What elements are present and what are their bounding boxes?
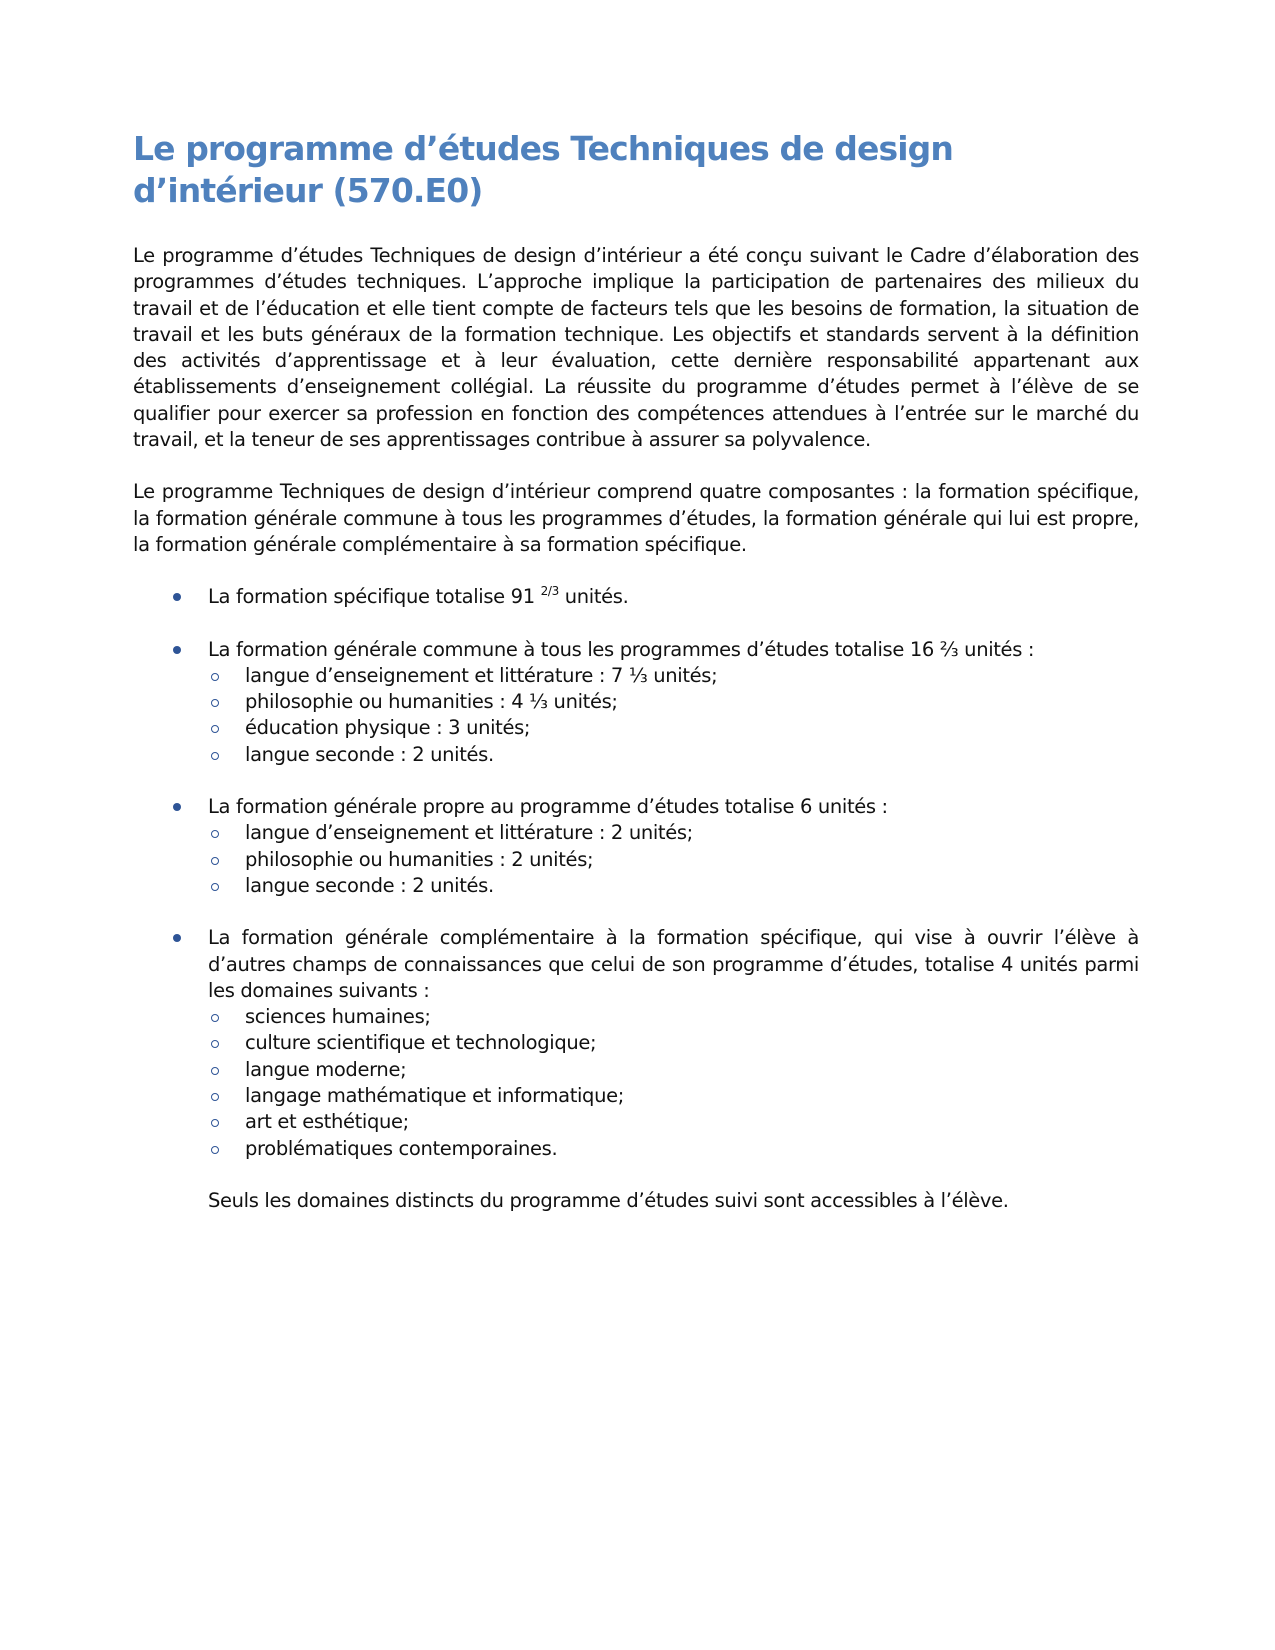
bullet-icon (173, 934, 181, 942)
sublist-item-text: problématiques contemporaines. (245, 1136, 558, 1160)
sublist-item (208, 742, 1139, 768)
hollow-bullet-icon (211, 1146, 219, 1154)
hollow-bullet-icon (211, 699, 219, 707)
sublist-item (208, 873, 1139, 899)
components-paragraph: Le programme Techniques de design d’intérieur comprend quatre composantes : la formation spécifique, la formation générale commune à tous les programmes d’études, la formation générale qui lui est propre, la formation générale complémentaire à sa formation spécifique. (133, 480, 1139, 556)
sublist-item (208, 847, 1139, 873)
sublist-item-text: langage mathématique et informatique; (245, 1084, 624, 1108)
hollow-bullet-icon (211, 1014, 219, 1022)
sublist-item (208, 663, 1139, 689)
sublist-item-text: philosophie ou humanities : 2 unités; (245, 847, 594, 871)
list-item-complementary-training (133, 925, 1139, 1214)
hollow-bullet-icon (211, 725, 219, 733)
sublist-item (208, 1057, 1139, 1083)
sublist-item-text: langue seconde : 2 unités. (245, 873, 494, 897)
sublist-item-text: langue d’enseignement et littérature : 7 ⅓ unités; (245, 663, 718, 687)
sublist-item (208, 1136, 1139, 1162)
list-item-text: unités. (558, 585, 629, 609)
list-item-text: La formation générale propre au programme d’études totalise 6 unités : (208, 795, 888, 819)
sublist-item (208, 715, 1139, 741)
hollow-bullet-icon (211, 830, 219, 838)
fraction-superscript: 2/3 (540, 584, 559, 599)
sublist-item-text: langue d’enseignement et littérature : 2 unités; (245, 821, 693, 845)
sublist-item (208, 1083, 1139, 1109)
sublist-item-text: langue moderne; (245, 1057, 407, 1081)
sublist-item-text: philosophie ou humanities : 4 ⅓ unités; (245, 690, 618, 714)
sublist (208, 663, 1139, 768)
sublist-item-text: sciences humaines; (245, 1005, 431, 1029)
list-item-text: La formation générale commune à tous les programmes d’études totalise 16 ⅔ unités : (208, 637, 1035, 661)
bullet-icon (173, 646, 181, 654)
document-page (133, 128, 1139, 1240)
sublist-item (208, 820, 1139, 846)
sublist-item-text: art et esthétique; (245, 1110, 409, 1134)
hollow-bullet-icon (211, 1040, 219, 1048)
domains-note: Seuls les domaines distincts du programme d’études suivi sont accessibles à l’élève. (208, 1188, 1009, 1212)
sublist-item-text: culture scientifique et technologique; (245, 1031, 597, 1055)
list-item-program-general-training (133, 794, 1139, 899)
hollow-bullet-icon (211, 752, 219, 760)
sublist-item-text: éducation physique : 3 unités; (245, 716, 531, 740)
bullet-icon (173, 803, 181, 811)
page-title: Le programme d’études Techniques de design d’intérieur (570.E0) (133, 129, 953, 210)
list-item-common-general-training (133, 637, 1139, 768)
hollow-bullet-icon (211, 883, 219, 891)
sublist-item (208, 1109, 1139, 1135)
hollow-bullet-icon (211, 673, 219, 681)
hollow-bullet-icon (211, 1093, 219, 1101)
list-item-text: La formation générale complémentaire à la formation spécifique, qui vise à ouvrir l’élève à d’autres champs de connaissances que celui de son programme d’études, totalise 4 unités parmi les domaines suivants : (208, 926, 1139, 1002)
hollow-bullet-icon (211, 1119, 219, 1127)
sublist-item-text: langue seconde : 2 unités. (245, 742, 494, 766)
sublist-item (208, 689, 1139, 715)
sublist (208, 820, 1139, 899)
sublist-item (208, 1004, 1139, 1030)
intro-paragraph: Le programme d’études Techniques de design d’intérieur a été conçu suivant le Cadre d’élaboration des programmes d’études techniques. L’approche implique la participation de partenaires des milieux du travail et de l’éducation et elle tient compte de facteurs tels que les besoins de formation, la situation de travail et les buts généraux de la formation technique. Les objectifs et standards servent à la définition des activités d’apprentissage et à leur évaluation, cette dernière responsabilité appartenant aux établissements d’enseignement collégial. La réussite du programme d’études permet à l’élève de se qualifier pour exercer sa profession en fonction des compétences attendues à l’entrée sur le marché du travail, et la teneur de ses apprentissages contribue à assurer sa polyvalence. (133, 244, 1139, 452)
sublist (208, 1004, 1139, 1162)
hollow-bullet-icon (211, 1067, 219, 1075)
list-item-specific-training (133, 584, 1139, 610)
bullet-icon (173, 593, 181, 601)
sublist-item (208, 1030, 1139, 1056)
hollow-bullet-icon (211, 857, 219, 865)
components-list (133, 584, 1139, 1214)
list-item-text: La formation spécifique totalise 91 (208, 585, 541, 609)
